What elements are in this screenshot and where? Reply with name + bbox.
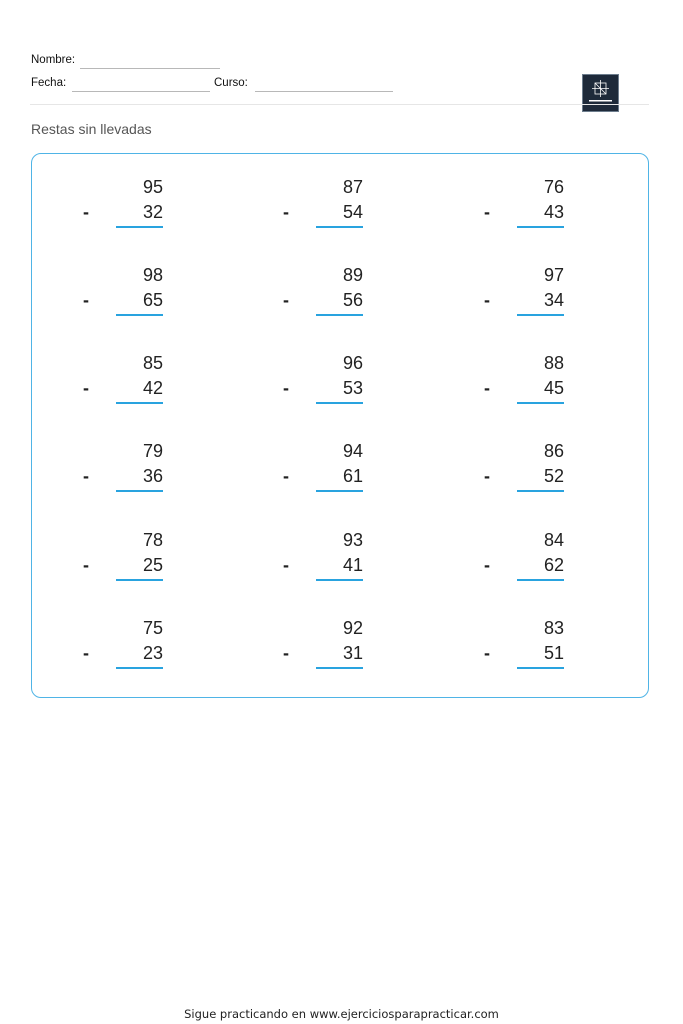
name-label: Nombre: [31, 54, 76, 66]
subtraction-problem [283, 353, 363, 423]
minuend: 79 [142, 441, 163, 461]
subtraction-problem [283, 530, 363, 600]
minus-sign: - [83, 555, 89, 575]
minus-sign: - [484, 466, 490, 486]
answer-line[interactable] [316, 314, 363, 316]
minus-sign: - [283, 555, 289, 575]
minuend: 89 [342, 265, 363, 285]
subtrahend: 43 [543, 202, 564, 222]
minus-sign: - [283, 202, 289, 222]
minuend: 75 [142, 618, 163, 638]
minuend: 87 [342, 177, 363, 197]
minus-sign: - [283, 643, 289, 663]
course-label: Curso: [214, 77, 248, 89]
subtraction-problem [484, 265, 564, 335]
subtraction-problem [484, 353, 564, 423]
subtrahend: 53 [342, 378, 363, 398]
brand-logo [582, 74, 619, 112]
minus-sign: - [83, 466, 89, 486]
subtrahend: 34 [543, 290, 564, 310]
subtraction-problem [484, 618, 564, 688]
minus-sign: - [83, 202, 89, 222]
answer-line[interactable] [316, 490, 363, 492]
minuend: 76 [543, 177, 564, 197]
minuend: 95 [142, 177, 163, 197]
subtrahend: 54 [342, 202, 363, 222]
answer-line[interactable] [116, 490, 163, 492]
minuend: 85 [142, 353, 163, 373]
course-field[interactable] [255, 91, 393, 92]
subtrahend: 41 [342, 555, 363, 575]
minuend: 97 [543, 265, 564, 285]
minus-sign: - [484, 202, 490, 222]
subtraction-problem [83, 530, 163, 600]
subtraction-problem [484, 530, 564, 600]
answer-line[interactable] [116, 226, 163, 228]
answer-line[interactable] [116, 667, 163, 669]
answer-line[interactable] [116, 402, 163, 404]
subtraction-problem [83, 265, 163, 335]
subtraction-problem [484, 177, 564, 247]
answer-line[interactable] [316, 226, 363, 228]
subtrahend: 42 [142, 378, 163, 398]
minuend: 78 [142, 530, 163, 550]
subtrahend: 51 [543, 643, 564, 663]
footer-text: Sigue practicando en www.ejerciciosparapracticar.com [184, 1007, 499, 1021]
subtrahend: 31 [342, 643, 363, 663]
answer-line[interactable] [316, 667, 363, 669]
minus-sign: - [283, 290, 289, 310]
minuend: 93 [342, 530, 363, 550]
minuend: 92 [342, 618, 363, 638]
minuend: 94 [342, 441, 363, 461]
minuend: 83 [543, 618, 564, 638]
subtraction-problem [83, 177, 163, 247]
minuend: 88 [543, 353, 564, 373]
subtraction-problem [83, 618, 163, 688]
minus-sign: - [83, 290, 89, 310]
subtraction-problem [283, 441, 363, 511]
minus-sign: - [484, 555, 490, 575]
subtrahend: 52 [543, 466, 564, 486]
subtrahend: 65 [142, 290, 163, 310]
subtrahend: 61 [342, 466, 363, 486]
minus-sign: - [484, 643, 490, 663]
answer-line[interactable] [316, 402, 363, 404]
minus-sign: - [83, 378, 89, 398]
subtraction-problem [484, 441, 564, 511]
subtrahend: 62 [543, 555, 564, 575]
answer-line[interactable] [116, 579, 163, 581]
minuend: 86 [543, 441, 564, 461]
date-label: Fecha: [31, 77, 67, 89]
subtraction-problem [283, 265, 363, 335]
minus-sign: - [283, 378, 289, 398]
subtraction-problem [83, 353, 163, 423]
answer-line[interactable] [517, 314, 564, 316]
subtrahend: 23 [142, 643, 163, 663]
minus-sign: - [484, 378, 490, 398]
subtraction-problem [283, 177, 363, 247]
header-divider [30, 104, 649, 105]
minus-sign: - [283, 466, 289, 486]
worksheet-title: Restas sin llevadas [31, 121, 152, 137]
minuend: 96 [342, 353, 363, 373]
date-field[interactable] [72, 91, 210, 92]
answer-line[interactable] [517, 490, 564, 492]
subtraction-problem [283, 618, 363, 688]
grid-circuit-icon [583, 75, 618, 111]
subtrahend: 56 [342, 290, 363, 310]
minus-sign: - [484, 290, 490, 310]
answer-line[interactable] [517, 667, 564, 669]
name-field[interactable] [80, 68, 220, 69]
subtrahend: 25 [142, 555, 163, 575]
subtraction-problem [83, 441, 163, 511]
answer-line[interactable] [517, 579, 564, 581]
subtrahend: 36 [142, 466, 163, 486]
answer-line[interactable] [116, 314, 163, 316]
answer-line[interactable] [517, 226, 564, 228]
subtrahend: 32 [142, 202, 163, 222]
subtrahend: 45 [543, 378, 564, 398]
minus-sign: - [83, 643, 89, 663]
minuend: 98 [142, 265, 163, 285]
answer-line[interactable] [316, 579, 363, 581]
answer-line[interactable] [517, 402, 564, 404]
minuend: 84 [543, 530, 564, 550]
